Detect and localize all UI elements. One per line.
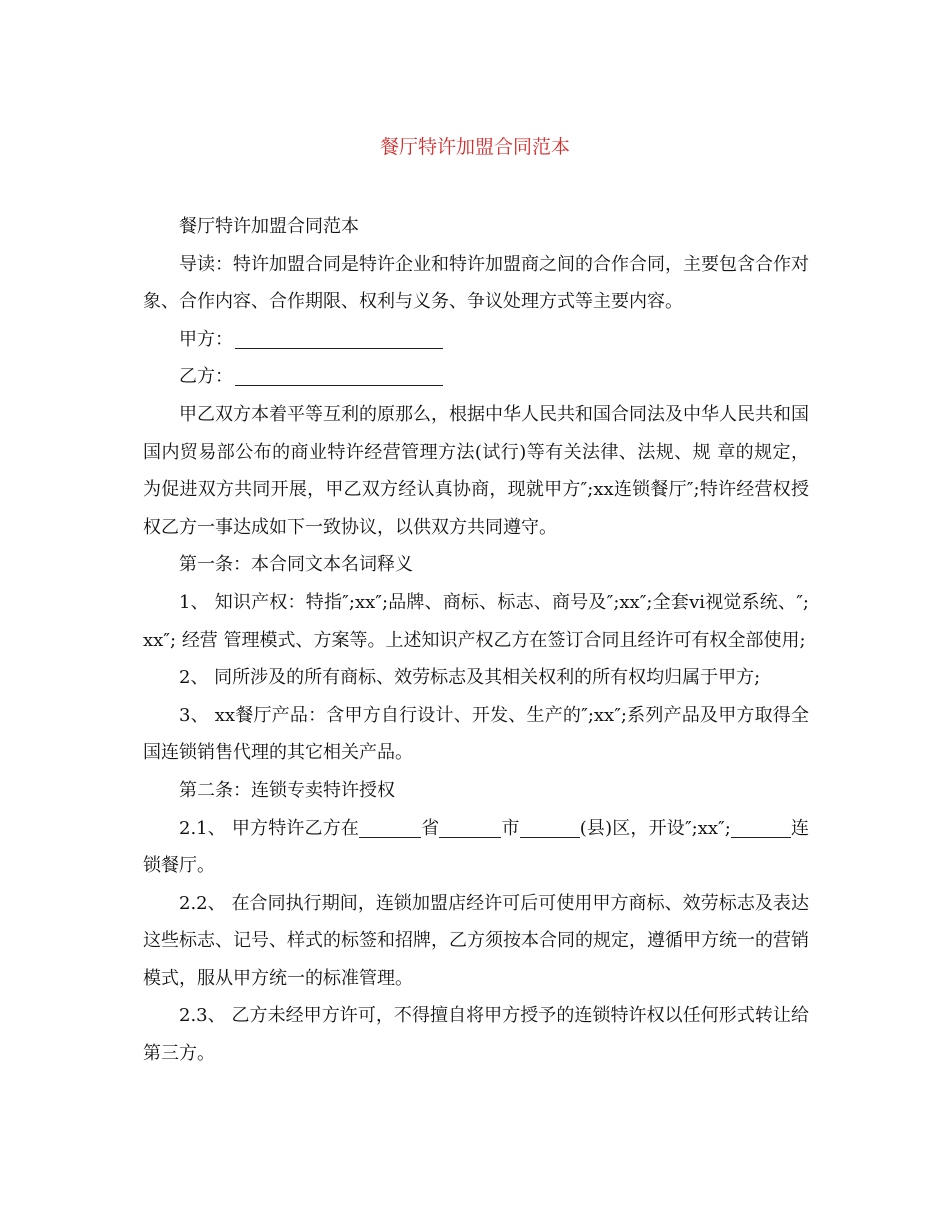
party-b-label: 乙方： — [179, 366, 233, 388]
party-b-blank — [235, 363, 443, 386]
province-blank — [359, 817, 421, 838]
subtitle: 餐厅特许加盟合同范本 — [179, 216, 359, 237]
clause-2-1-city: 市 — [501, 817, 520, 839]
article-1-item-2: 2、 同所涉及的所有商标、效劳标志及其相关权利的所有权均归属于甲方; — [179, 667, 761, 689]
county-blank — [520, 817, 580, 838]
article-1-item-1: 1、 知识产权：特指″;xx″;品牌、商标、标志、商号及″;xx″;全套vi视觉系统、″;xx″; 经营 管理模式、方案等。上述知识产权乙方在签订合同且经许可有权全部使用; — [143, 591, 809, 651]
article-1-item-3: 3、 xx餐厅产品：含甲方自行设计、开发、生产的″;xx″;系列产品及甲方取得全国连锁销售代理的其它相关产品。 — [143, 704, 809, 764]
party-a-label: 甲方： — [179, 328, 233, 350]
party-a-line — [143, 321, 809, 359]
clause-2-1 — [143, 810, 809, 885]
article-1-heading: 第一条：本合同文本名词释义 — [179, 554, 413, 576]
party-b-line — [143, 358, 809, 396]
article-2-heading: 第二条：连锁专卖特许授权 — [179, 779, 395, 801]
clause-2-1-county: (县)区，开设″;xx″; — [579, 817, 731, 839]
party-a-blank — [235, 326, 443, 349]
clause-2-2: 2.2、 在合同执行期间，连锁加盟店经许可后可使用甲方商标、效劳标志及表达这些标志、记号、样式的标签和招牌，乙方须按本合同的规定，遵循甲方统一的营销模式，服从甲方统一的标准管理。 — [143, 892, 809, 989]
clause-2-1-province: 省 — [421, 817, 440, 839]
document-title: 餐厅特许加盟合同范本 — [379, 136, 570, 158]
document-body — [143, 208, 809, 1073]
clause-2-3: 2.3、 乙方未经甲方许可，不得擅自将甲方授予的连锁特许权以任何形式转让给第三方。 — [143, 1005, 809, 1065]
intro-paragraph: 导读：特许加盟合同是特许企业和特许加盟商之间的合作合同，主要包含合作对象、合作内容、合作期限、权利与义务、争议处理方式等主要内容。 — [143, 253, 809, 313]
clause-2-1-prefix: 2.1、 甲方特许乙方在 — [179, 817, 360, 839]
city-blank — [439, 817, 501, 838]
store-name-blank — [731, 817, 791, 838]
preamble-paragraph: 甲乙双方本着平等互利的原那么，根据中华人民共和国合同法及中华人民共和国国内贸易部公布的商业特许经营管理方法(试行)等有关法律、法规、规 章的规定，为促进双方共同开展，甲乙双方经认真协商，现就甲方″;xx连锁餐厅″;特许经营权授权乙方一事达成如下一致协议，以供双方共同遵守。 — [143, 403, 809, 538]
clause-2-1-suffix: 连锁餐厅。 — [143, 817, 809, 877]
